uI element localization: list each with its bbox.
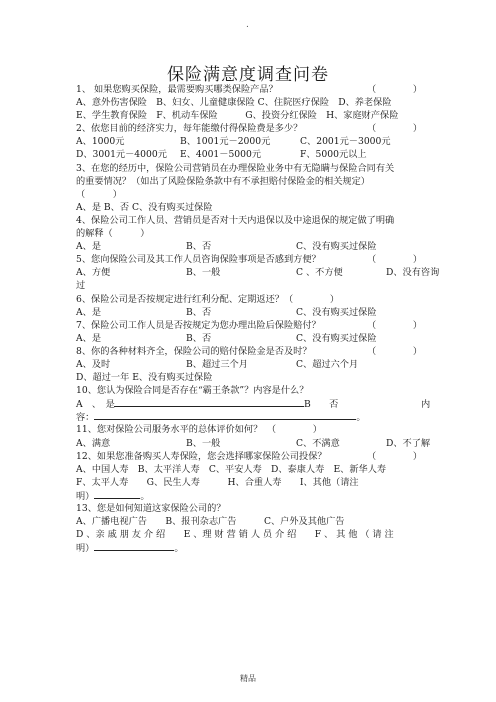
options-line: F、太平人寿 G、民生人寿 H、合重人寿 I、其他（请注 — [76, 476, 359, 488]
option-d: D、3001元－4000元 — [76, 149, 167, 161]
option-b: B 否 内 — [304, 399, 431, 411]
option-a: A、1000元 — [76, 136, 125, 148]
options-line — [76, 489, 431, 502]
header-dot: . — [246, 20, 249, 30]
period: 。 — [174, 543, 184, 555]
options-line — [76, 437, 431, 450]
footer-text: 精品 — [240, 674, 256, 683]
option-c: C、没有购买过保险 — [296, 241, 377, 253]
options-line — [76, 266, 440, 279]
question-8 — [76, 345, 431, 358]
option-a: A、及时 — [76, 358, 111, 370]
option-b: B、一般 — [186, 267, 221, 279]
options-line — [76, 397, 431, 410]
options-line — [76, 240, 431, 253]
option-c: C、超过六个月 — [296, 358, 359, 370]
option-f: F、5000元以上 — [300, 149, 367, 161]
option-a: A、满意 — [76, 437, 111, 449]
question-1 — [76, 83, 431, 96]
answer-blank — [94, 541, 174, 551]
question-text: 的重要情况？（如出了风险保险条款中有不承担赔付保险金的相关规定） — [76, 175, 370, 187]
question-12 — [76, 450, 431, 463]
question-11: 11、您对保险公司服务水平的总体评价如何？ （ ） — [76, 424, 322, 436]
question-text: 5、您向保险公司及其工作人员咨询保险事项是否感到方便？ — [76, 254, 321, 266]
options-line — [76, 410, 431, 423]
answer-paren: （ ） — [367, 84, 423, 95]
option-c: C、2001元－3000元 — [300, 136, 391, 148]
options-line — [76, 358, 431, 371]
question-text: 1、 如果您购买保险，最需要购买哪类保险产品？ — [76, 84, 278, 95]
period: 。 — [356, 412, 366, 424]
page-title: 保险满意度调查问卷 — [167, 65, 329, 85]
option-c: C 、不方便 — [296, 267, 343, 279]
question-7 — [76, 319, 431, 332]
option-c: C、没有购买过保险 — [296, 306, 377, 318]
option-b: B、1001元－2000元 — [180, 136, 271, 148]
options-line: A、广播电视广告 B、报刊杂志广告 C、户外及其他广告 — [76, 516, 345, 528]
option-b: B、否 — [186, 241, 212, 253]
answer-blank — [94, 489, 140, 499]
question-4: 4、保险公司工作人员、营销员是否对十天内退保以及中途退保的规定做了明确 — [76, 214, 395, 226]
option-a: A、是 — [76, 332, 102, 344]
options-line — [76, 135, 431, 148]
question-3: 3、在您的经历中，保险公司营销员在办理保险业务中有无隐瞒与保险合同有关 — [76, 162, 395, 174]
option-a: A、是 — [76, 241, 102, 253]
options-line: A、中国人寿 B、太平洋人寿 C、平安人寿 D、泰康人寿 E、新华人寿 — [76, 463, 387, 475]
options-line — [76, 332, 431, 345]
question-text: 7、保险公司工作人员是否按规定为您办理出险后保险赔付？ — [76, 319, 321, 331]
wrap-text: 容： — [76, 412, 95, 424]
option-b: B、一般 — [186, 437, 221, 449]
wrap-text: 明） — [76, 490, 95, 502]
options-line: A、意外伤害保险 B、妇女、儿童健康保险 C、住院医疗保险 D、养老保险 — [76, 97, 392, 109]
answer-blank — [114, 397, 304, 407]
answer-paren: （ ） — [367, 345, 423, 357]
answer-paren: （ ） — [76, 188, 122, 200]
question-text: 的解释（ ） — [76, 228, 150, 240]
option-a: A 、 是 — [76, 399, 115, 411]
question-5 — [76, 253, 431, 266]
question-text: 12、如果您准备购买人寿保险，您会选择哪家保险公司投保？ — [76, 450, 327, 462]
option-d: D、不了解 — [386, 437, 431, 449]
option-c: C、不满意 — [296, 437, 340, 449]
question-6: 6、保险公司是否按规定进行红利分配、定期返还？（ ） — [76, 293, 340, 305]
questionnaire-body — [76, 83, 440, 555]
question-text: 8、你的各种材料齐全，保险公司的赔付保险金是否及时？ — [76, 345, 312, 357]
option-a: A、是 — [76, 306, 102, 318]
option-c: C、没有购买过保险 — [296, 332, 377, 344]
option-a: A、方便 — [76, 267, 111, 279]
option-b: B、否 — [186, 332, 212, 344]
options-line: D 、亲 戚 朋 友 介 绍 E 、理 财 营 销 人 员 介 绍 F 、 其 他 （ 请 注 — [76, 529, 394, 541]
options-line — [76, 306, 431, 319]
answer-paren: （ ） — [367, 450, 423, 462]
options-line — [76, 148, 431, 161]
option-b: B、否 — [186, 306, 212, 318]
options-line: A、是 B、否 C、没有购买过保险 — [76, 201, 213, 213]
option-d: D、没有咨询 — [386, 267, 440, 279]
period: 。 — [140, 490, 150, 502]
option-b: B、超过三个月 — [186, 358, 248, 370]
answer-paren: （ ） — [367, 254, 423, 266]
options-line: D、超过一年 E、没有购买过保险 — [76, 372, 213, 384]
options-line: E、学生教育保险 F、机动车保险 G、投资分红保险 H、家庭财产保险 — [76, 110, 399, 122]
question-10: 10、您认为保险合同是否存在“霸王条款”？内容是什么？ — [76, 385, 309, 397]
question-2 — [76, 122, 431, 135]
question-text: 2、依您目前的经济实力，每年能缴付得保险费是多少？ — [76, 123, 303, 135]
answer-paren: （ ） — [367, 123, 423, 135]
options-line — [76, 541, 431, 554]
wrap-text: 明） — [76, 543, 95, 555]
wrap-text: 过 — [76, 280, 86, 292]
answer-paren: （ ） — [367, 319, 423, 331]
question-13: 13、您是如何知道这家保险公司的？ — [76, 503, 226, 514]
answer-blank — [94, 410, 356, 420]
option-e: E、4001－5000元 — [180, 149, 262, 161]
